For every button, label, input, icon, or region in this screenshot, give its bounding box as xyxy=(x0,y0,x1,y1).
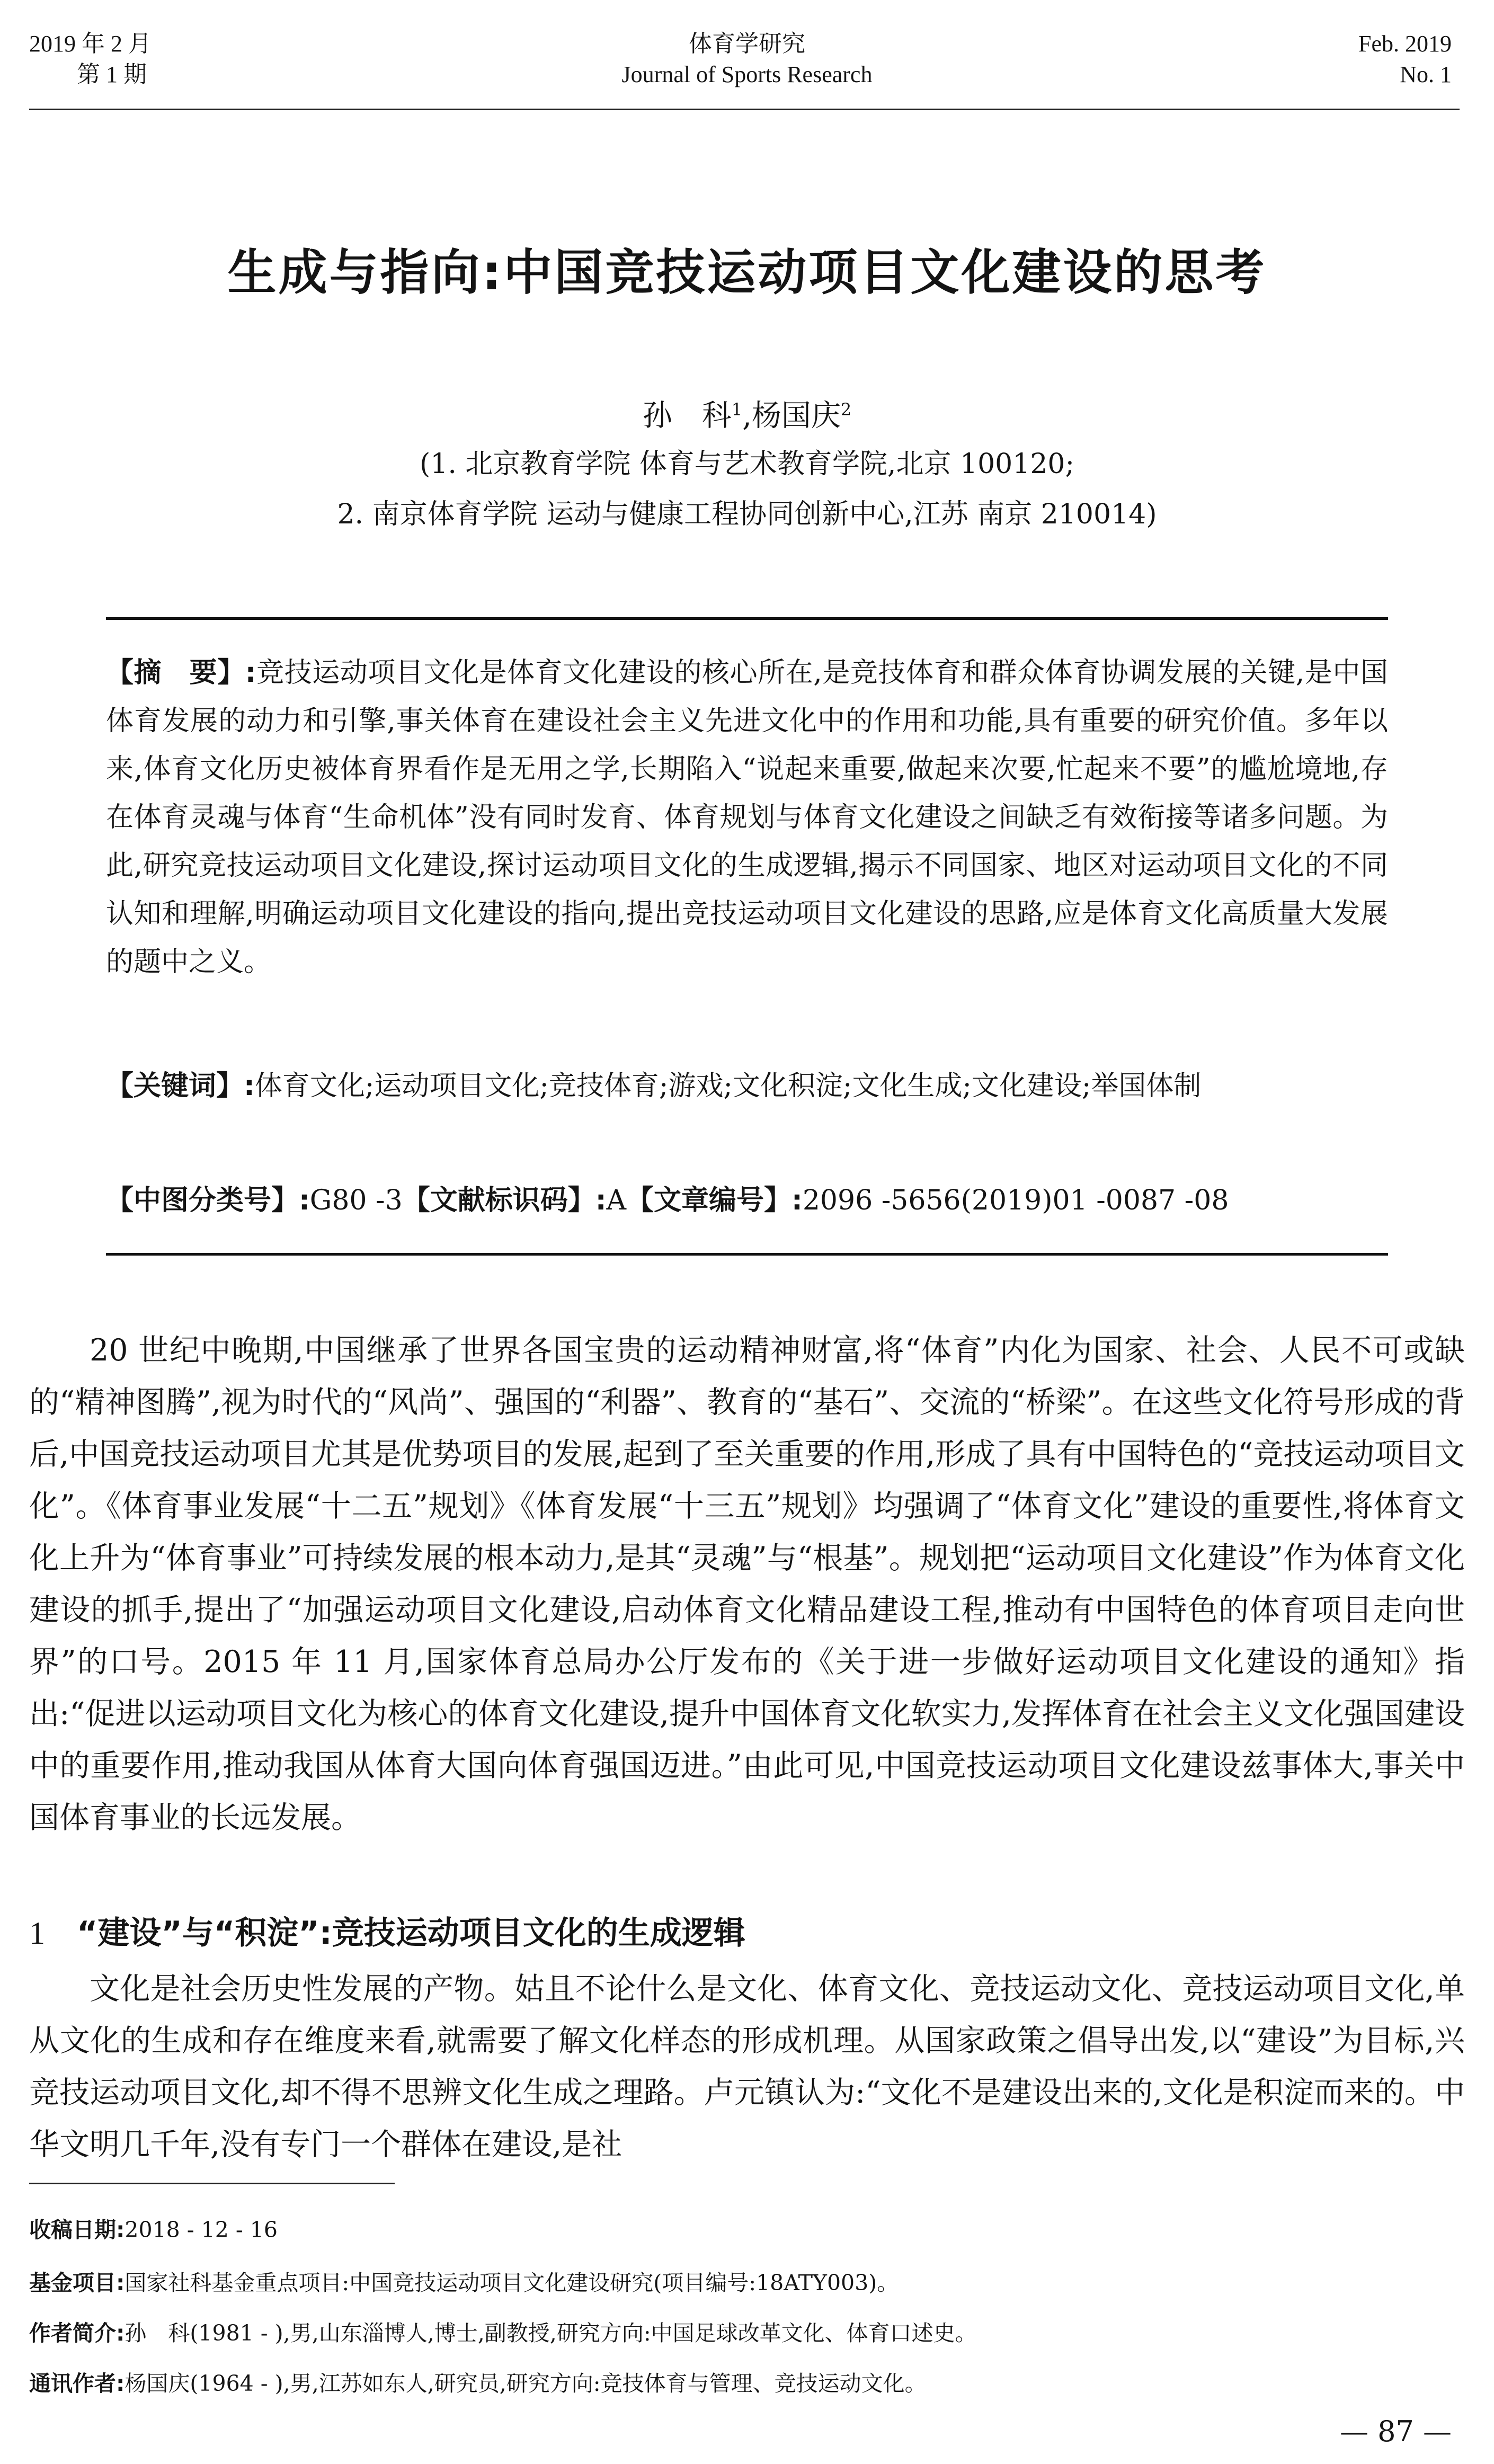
doc-code-value: A xyxy=(606,1185,627,1216)
footnote-label: 作者简介: xyxy=(29,2320,125,2346)
body-paragraph: 20 世纪中晚期,中国继承了世界各国宝贵的运动精神财富,将“体育”内化为国家、社会、人民不可或缺的“精神图腾”,视为时代的“风尚”、强国的“利器”、教育的“基石”、交流的“桥梁”。在这些文化符号形成的背后,中国竞技运动项目尤其是优势项目的发展,起到了至关重要的作用,形成了具有中国特色的“竞技运动项目文化”。《体育事业发展“十二五”规划》《体育发展“十三五”规划》均强调了“体育文化”建设的重要性,将体育文化上升为“体育事业”可持续发展的根本动力,是其“灵魂”与“根基”。规划把“运动项目文化建设”作为体育文化建设的抓手,提出了“加强运动项目文化建设,启动体育文化精品建设工程,推动有中国特色的体育项目走向世界”的口号。2015 年 11 月,国家体育总局办公厅发布的《关于进一步做好运动项目文化建设的通知》指出:“促进以运动项目文化为核心的体育文化建设,提升中国体育文化软实力,发挥体育在社会主义文化强国建设中的重要作用,推动我国从体育大国向体育强国迈进。”由此可见,中国竞技运动项目文化建设兹事体大,事关中国体育事业的长远发展。 xyxy=(29,1333,1465,1835)
footnote-funding xyxy=(29,2267,1465,2298)
section-heading xyxy=(29,1907,745,1959)
journal-name-en: Journal of Sports Research xyxy=(621,61,873,87)
affiliation: 2. 南京体育学院 运动与健康工程协同创新中心,江苏 南京 210014) xyxy=(337,499,1157,530)
author-line xyxy=(0,389,1494,437)
abstract-bottom-rule xyxy=(106,1253,1388,1256)
footnote-text: 2018 - 12 - 16 xyxy=(125,2217,278,2243)
footnote-author-bio xyxy=(29,2318,1465,2349)
author-separator: , xyxy=(742,398,752,433)
keywords-text: 体育文化;运动项目文化;竞技体育;游戏;文化积淀;文化生成;文化建设;举国体制 xyxy=(254,1070,1202,1102)
doc-code-label: 【文献标识码】: xyxy=(402,1185,607,1216)
author-name: 孙 科 xyxy=(642,398,732,433)
footnote-label: 收稿日期: xyxy=(29,2217,125,2243)
footnote-text: 孙 科(1981 - ),男,山东淄博人,博士,副教授,研究方向:中国足球改革文化、体育口述史。 xyxy=(125,2320,977,2346)
abstract-top-rule xyxy=(106,617,1388,620)
abstract xyxy=(106,649,1388,986)
header-date-en: Feb. 2019 xyxy=(1358,31,1452,57)
keywords xyxy=(106,1062,1388,1110)
footnote-received-date xyxy=(29,2214,1465,2245)
running-header-center xyxy=(0,29,1494,90)
clc-label: 【中图分类号】: xyxy=(106,1185,310,1216)
page-number: — 87 — xyxy=(1339,2415,1452,2448)
header-rule xyxy=(29,109,1460,110)
article-title: 生成与指向:中国竞技运动项目文化建设的思考 xyxy=(227,244,1267,301)
keywords-label: 【关键词】: xyxy=(106,1070,255,1102)
header-date: 2019 年 2 月 xyxy=(29,31,152,57)
footnote-corresponding-author xyxy=(29,2368,1465,2399)
running-header-right xyxy=(1358,29,1452,90)
journal-name-cn: 体育学研究 xyxy=(689,31,805,57)
header-issue: 第 1 期 xyxy=(77,61,147,87)
author-affiliation-mark: 1 xyxy=(731,399,743,420)
section-number: 1 xyxy=(29,1916,45,1951)
article-number-value: 2096 -5656(2019)01 -0087 -08 xyxy=(802,1185,1229,1216)
footnote-rule xyxy=(29,2183,395,2184)
author-affiliation-mark: 2 xyxy=(840,399,852,420)
author-name: 杨国庆 xyxy=(751,398,841,433)
abstract-text: 竞技运动项目文化是体育文化建设的核心所在,是竞技体育和群众体育协调发展的关键,是中国体育发展的动力和引擎,事关体育在建设社会主义先进文化中的作用和功能,具有重要的研究价值。多年以来,体育文化历史被体育界看作是无用之学,长期陷入“说起来重要,做起来次要,忙起来不要”的尴尬境地,存在体育灵魂与体育“生命机体”没有同时发育、体育规划与体育文化建设之间缺乏有效衔接等诸多问题。为此,研究竞技运动项目文化建设,探讨运动项目文化的生成逻辑,揭示不同国家、地区对运动项目文化的不同认知和理解,明确运动项目文化建设的指向,提出竞技运动项目文化建设的思路,应是体育文化高质量大发展的题中之义。 xyxy=(106,657,1388,978)
body-paragraph: 文化是社会历史性发展的产物。姑且不论什么是文化、体育文化、竞技运动文化、竞技运动项目文化,单从文化的生成和存在维度来看,就需要了解文化样态的形成机理。从国家政策之倡导出发,以“建设”为目标,兴竞技运动项目文化,却不得不思辨文化生成之理路。卢元镇认为:“文化不是建设出来的,文化是积淀而来的。中华文明几千年,没有专门一个群体在建设,是社 xyxy=(29,1971,1465,2162)
footnote-text: 杨国庆(1964 - ),男,江苏如东人,研究员,研究方向:竞技体育与管理、竞技运动文化。 xyxy=(125,2371,927,2396)
footnote-text: 国家社科基金重点项目:中国竞技运动项目文化建设研究(项目编号:18ATY003)。 xyxy=(125,2270,899,2296)
footnote-label: 通讯作者: xyxy=(29,2371,125,2396)
footnote-label: 基金项目: xyxy=(29,2270,125,2296)
section-title: “建设”与“积淀”:竞技运动项目文化的生成逻辑 xyxy=(77,1915,745,1952)
abstract-label: 【摘 要】: xyxy=(106,657,256,689)
clc-value: G80 -3 xyxy=(309,1185,403,1216)
article-number-label: 【文章编号】: xyxy=(626,1185,803,1216)
classification-line xyxy=(106,1181,1388,1220)
affiliation: (1. 北京教育学院 体育与艺术教育学院,北京 100120; xyxy=(419,448,1075,480)
header-issue-en: No. 1 xyxy=(1400,61,1452,87)
